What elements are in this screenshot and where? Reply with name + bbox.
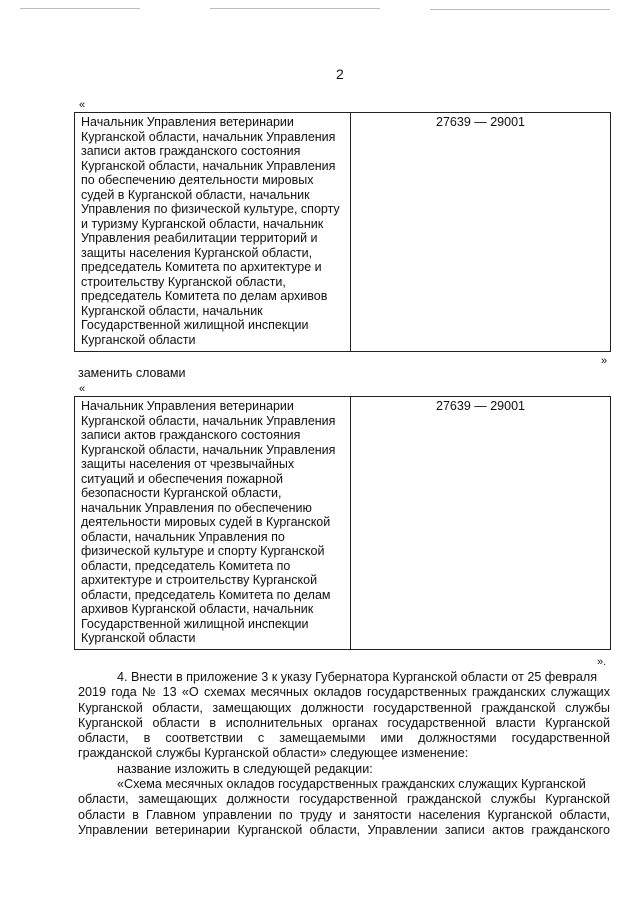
paragraph-line: гражданской службы Курганской области» следующее изменение: — [78, 746, 469, 761]
position-line: защиты населения от чрезвычайных — [81, 457, 295, 471]
scheme-line: области в Главном управлении по труду и занятости населения Курганской области, — [78, 807, 610, 822]
position-line: области, начальник Управления по — [81, 529, 285, 544]
new-position-cell — [75, 397, 351, 649]
position-line: Курганской области, начальник — [81, 303, 263, 318]
position-line: председатель Комитета по делам архивов — [81, 289, 328, 303]
position-line: записи актов гражданского состояния — [81, 144, 301, 158]
old-position-table — [74, 112, 611, 352]
scheme-line: Управлении ветеринарии Курганской области, Управлении записи актов гражданского — [78, 822, 610, 837]
scan-artifact — [20, 8, 140, 9]
position-line: Курганской области, начальник Управления — [81, 442, 336, 457]
paragraph-line: 2019 года № 13 «О схемах месячных окладов государственных гражданских служащих — [78, 685, 610, 700]
page-number: 2 — [336, 66, 344, 82]
scheme-first-line: «Схема месячных окладов государственных гражданских служащих Курганской — [117, 777, 586, 792]
position-line: ситуаций и обеспечения пожарной — [81, 471, 283, 486]
scheme-line: области, замещающих должности государственной гражданской службы Курганской — [78, 792, 610, 807]
position-line: Курганской области — [81, 332, 196, 347]
position-line: записи актов гражданского состояния — [81, 428, 301, 442]
position-line: безопасности Курганской области, — [81, 486, 282, 500]
position-line: Начальник Управления ветеринарии — [81, 399, 294, 413]
scan-artifact — [210, 8, 380, 9]
position-line: и туризму Курганской области, начальник — [81, 216, 324, 231]
position-line: Начальник Управления ветеринарии — [81, 115, 294, 129]
position-line: области, председатель Комитета по — [81, 558, 291, 573]
position-line: председатель Комитета по архитектуре и — [81, 260, 322, 274]
position-line: Курганской области, начальник Управления — [81, 413, 336, 428]
position-line: защиты населения Курганской области, — [81, 245, 313, 260]
position-line: архивов Курганской области, начальник — [81, 602, 314, 616]
old-position-cell — [75, 113, 351, 351]
position-line: Управления по физической культуре, спорту — [81, 202, 340, 216]
new-position-table — [74, 396, 611, 650]
name-instruction: название изложить в следующей редакции: — [117, 761, 373, 776]
position-line: начальник Управления по обеспечению — [81, 500, 312, 515]
paragraph-line: Курганской области в исполнительных органах государственной власти Курганской — [78, 715, 610, 730]
position-line: по обеспечению деятельности мировых — [81, 173, 314, 187]
position-line: Управления реабилитации территорий и — [81, 231, 318, 245]
position-line: Государственной жилищной инспекции — [81, 318, 309, 332]
replace-with-text: заменить словами — [78, 366, 186, 380]
old-salary-cell: 27639 — 29001 — [436, 115, 525, 129]
new-salary-cell: 27639 — 29001 — [436, 399, 525, 413]
paragraph-line: области, в соответствии с замещаемыми ими должностями государственной — [78, 731, 610, 746]
position-line: Курганской области — [81, 631, 196, 645]
paragraph-line: Курганской области, замещающих должности государственной гражданской службы — [78, 700, 610, 715]
paragraph-4 — [78, 670, 610, 838]
position-line: деятельности мировых судей в Курганской — [81, 515, 331, 529]
close-quote-period: ». — [597, 656, 607, 668]
paragraph-line: 4. Внести в приложение 3 к указу Губернатора Курганской области от 25 февраля — [117, 670, 598, 684]
open-quote-1: « — [79, 99, 86, 111]
position-line: Курганской области, начальник Управления — [81, 158, 336, 173]
position-line: архитектуре и строительству Курганской — [81, 573, 318, 587]
position-line: области, председатель Комитета по делам — [81, 587, 331, 602]
scan-artifact — [430, 9, 610, 10]
position-line: Курганской области, начальник Управления — [81, 129, 336, 144]
position-line: физической культуре и спорту Курганской — [81, 544, 325, 558]
position-line: строительству Курганской области, — [81, 274, 286, 289]
close-quote-1: » — [601, 355, 608, 367]
open-quote-2: « — [79, 383, 86, 395]
position-line: судей в Курганской области, начальник — [81, 187, 310, 202]
position-line: Государственной жилищной инспекции — [81, 616, 309, 631]
